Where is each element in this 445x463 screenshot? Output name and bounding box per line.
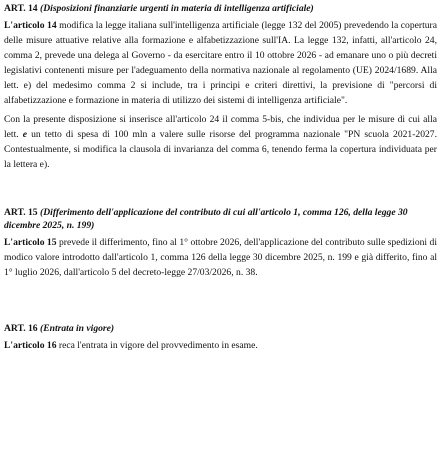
article-16-text-1: reca l'entrata in vigore del provvedimento in esame.: [56, 340, 258, 351]
article-16-section: [4, 322, 437, 353]
spacer: [4, 284, 437, 322]
article-14-text-1: modifica la legge italiana sull'intelligenza artificiale (legge 132 del 2005) prevedendo la copertura delle misure attuative relative alla formazione e alfabetizzazione sull'IA. La legge 132, infatti, all'articolo 24, comma 2, prevede una delega al Governo - da esercitare entro il 10 ottobre 2026 - ad emanare uno o più decreti legislativi contenenti misure per l'adeguamento della normativa nazionale al regolamento (UE) 2024/1689. Alla lett. e) del medesimo comma 2 si include, tra i principi e criteri direttivi, la previsione di "percorsi di alfabetizzazione e formazione in materia di utilizzo dei sistemi di intelligenza artificiale".: [4, 20, 437, 106]
article-14-section: [4, 2, 437, 172]
article-14-heading: ART. 14 (Disposizioni finanziarie urgenti in materia di intelligenza artificiale): [4, 3, 314, 14]
article-16-heading: ART. 16 (Entrata in vigore): [4, 323, 115, 334]
spacer: [4, 176, 437, 206]
article-14-ref: L'articolo 14: [4, 20, 57, 31]
article-14-text-2b: un tetto di spesa di 100 mln a valere sulle risorse del programma nazionale "PN scuola 2021-2027. Contestualmente, si modifica la clausola di invarianza del comma 6, tenendo ferma la copertura individuata per la lettera e).: [4, 129, 437, 170]
article-15-heading: ART. 15 (Differimento dell'applicazione del contributo di cui all'articolo 1, comma 126, della legge 30 dicembre 2025, n. 199): [4, 207, 408, 231]
article-15-title: Differimento dell'applicazione del contributo di cui all'articolo 1, comma 126, della legge 30 dicembre 2025, n. 199: [4, 207, 408, 231]
article-16-title: Entrata in vigore: [43, 323, 111, 334]
article-14-label: ART. 14: [4, 3, 38, 14]
article-16-ref: L'articolo 16: [4, 340, 57, 351]
article-15-paragraph-1: [4, 235, 437, 280]
article-14-letter-e: e: [22, 129, 28, 140]
article-15-text-1: prevede il differimento, fino al 1° ottobre 2026, dell'applicazione del contributo sulle spedizioni di modico valore introdotto dall'articolo 1, comma 126 della legge 30 dicembre 2025, n. 199 e già differito, fino al 1° luglio 2026, dall'articolo 5 del decreto-legge 27/03/2026, n. 38.: [4, 237, 437, 278]
article-14-title: Disposizioni finanziarie urgenti in materia di intelligenza artificiale: [43, 3, 311, 14]
article-14-text-2a: Con la presente disposizione si inserisce all'articolo 24 il comma 5-bis, che individua per le misure di cui alla lett.: [4, 114, 437, 140]
article-16-paragraph-1: [4, 338, 437, 353]
article-15-section: [4, 206, 437, 280]
article-15-label: ART. 15: [4, 207, 38, 218]
article-14-paragraph-2: [4, 112, 437, 172]
article-14-paragraph-1: [4, 18, 437, 108]
article-16-label: ART. 16: [4, 323, 38, 334]
article-15-ref: L'articolo 15: [4, 237, 57, 248]
